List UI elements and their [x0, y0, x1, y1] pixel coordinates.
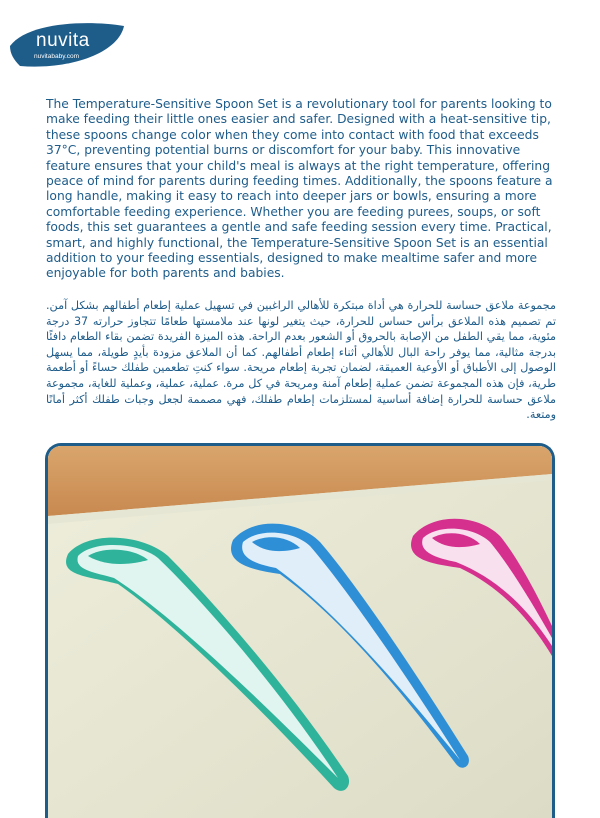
- description-arabic: مجموعة ملاعق حساسة للحرارة هي أداة مبتكرة للأهالي الراغبين في تسهيل عملية إطعام أطفالهم بشكل آمن. تم تصميم هذه الملاعق برأس حساس للحرارة، حيث يتغير لونها عند ملامستها طعامًا تتجاوز حرارته 37 درجة مئوية، مما يقي الطفل من الإصابة بالحروق أو الشعور بعدم الراحة. هذه الميزة الفريدة تضمن بقاء الطعام دافئًا بدرجة مثالية، مما يوفر راحة البال للأهالي أثناء إطعام أطفالهم. كما أن الملاعق مزودة بأيدٍ طويلة، مما يسهل الوصول إلى الأطباق أو الأوعية العميقة، لضمان تجربة إطعام مريحة. سواء كنتِ تطعمين طفلك حساءً أو أطعمة طرية، فإن هذه المجموعة تضمن عملية إطعام آمنة ومريحة في كل مرة. عملية، عملية، وعملية للغاية، مجموعة ملاعق حساسة للحرارة إضافة أساسية لمستلزمات إطعام طفلك، فهي مصممة لجعل وجبات طفلك أكثر أمانًا ومتعة.: [46, 299, 556, 422]
- logo-website: nuvitababy.com: [34, 53, 80, 60]
- description-english: The Temperature-Sensitive Spoon Set is a revolutionary tool for parents looking to make feeding their little ones easier and safer. Designed with a heat-sensitive tip, these spoons change color when they come into contact with food that exceeds 37°C, preventing potential burns or discomfort for your baby. This innovative feature ensures that your child's meal is always at the right temperature, offering peace of mind for parents during feeding times. Additionally, the spoons feature a long handle, making it easy to reach into deeper jars or bowls, ensuring a more comfortable feeding experience. Whether you are feeding purees, soups, or soft foods, this set guarantees a gentle and safe feeding session every time. Practical, smart, and highly functional, the Temperature-Sensitive Spoon Set is an essential addition to your feeding essentials, designed to make mealtime safer and more enjoyable for both parents and babies.: [46, 97, 553, 281]
- logo-brand-name: nuvita: [36, 30, 90, 51]
- spoons-illustration: [48, 446, 552, 818]
- product-photo: [45, 443, 555, 818]
- nuvita-logo: [8, 20, 126, 70]
